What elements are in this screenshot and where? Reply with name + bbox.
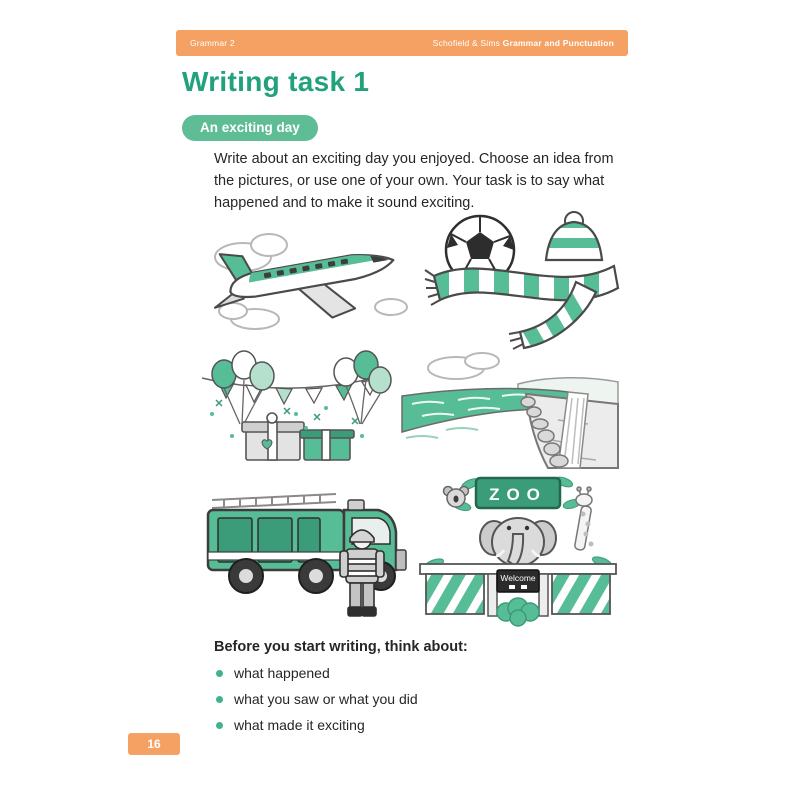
bush-icon	[497, 598, 539, 626]
page-header-bar	[176, 30, 628, 56]
elephant-icon	[480, 518, 556, 566]
illustration-waterfall	[398, 350, 622, 470]
page-title: Writing task 1	[182, 66, 370, 97]
bullet-item	[216, 660, 418, 686]
header-right-text	[433, 38, 614, 48]
bullet-item	[216, 686, 418, 712]
bullet-text: what happened	[234, 665, 330, 681]
bullet-dot-icon	[216, 696, 223, 703]
bullet-list	[216, 660, 418, 738]
header-left-text: Grammar 2	[190, 38, 235, 48]
bullet-text: what you saw or what you did	[234, 691, 418, 707]
bullet-dot-icon	[216, 722, 223, 729]
bobble-hat-icon	[542, 212, 606, 260]
ladder-icon	[212, 494, 336, 508]
bullet-text: what made it exciting	[234, 717, 365, 733]
illustration-fire-engine	[196, 456, 414, 624]
zoo-sign-text: ZOO	[489, 485, 547, 504]
series-title-text: Grammar and Punctuation	[502, 38, 614, 48]
cloud-icon	[428, 353, 499, 379]
page-number-tab: 16	[128, 733, 180, 755]
bullet-item	[216, 712, 418, 738]
presents-icon	[242, 413, 354, 460]
welcome-sign-text: Welcome	[500, 573, 536, 583]
illustration-zoo	[412, 472, 624, 627]
bullet-dot-icon	[216, 670, 223, 677]
task-instructions: Write about an exciting day you enjoyed. Choose an idea from the pictures, or use one of your own. Your task is to say what happened and to make it sound exciting.	[214, 151, 614, 211]
illustration-party	[196, 344, 396, 466]
giraffe-icon	[574, 487, 593, 551]
balloons-icon	[212, 351, 391, 393]
think-heading: Before you start writing, think about:	[214, 639, 468, 655]
publisher-text: Schofield & Sims	[432, 38, 503, 48]
illustration-airplane	[203, 215, 415, 343]
illustration-football-scarf	[424, 208, 622, 353]
task-badge: An exciting day	[182, 115, 318, 141]
